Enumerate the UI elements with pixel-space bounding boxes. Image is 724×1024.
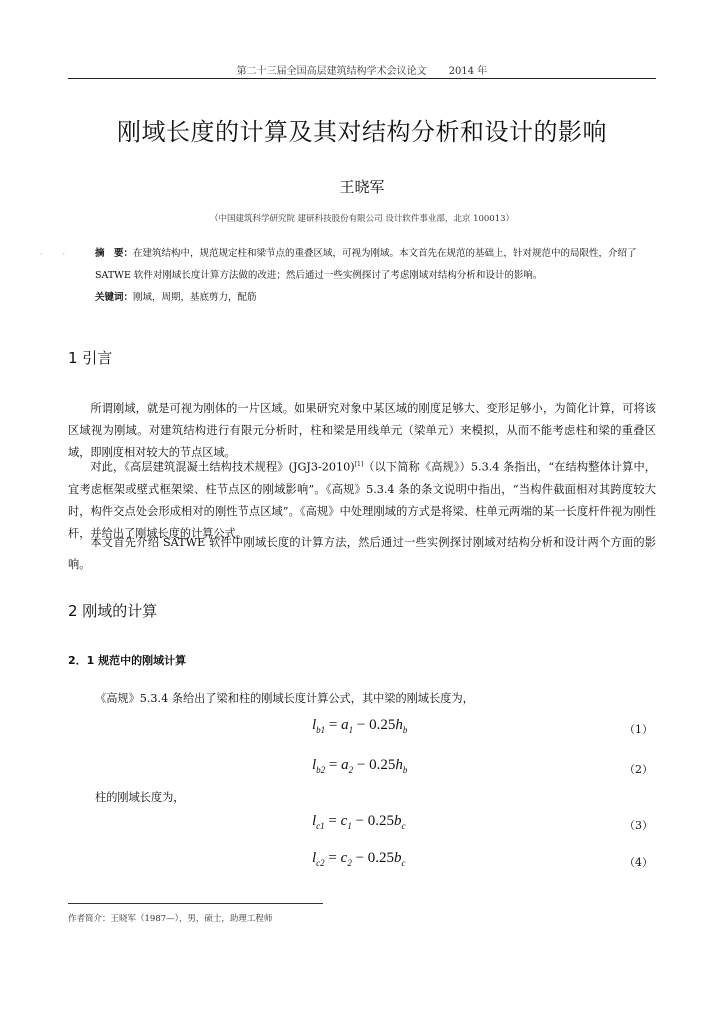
para-2-start: 对此，《高层建筑混凝土结构技术规程》(JGJ3-2010) bbox=[90, 460, 355, 474]
subsection-2-1-intro: 《高规》5.3.4 条给出了梁和柱的刚域长度计算公式，其中梁的刚域长度为， bbox=[95, 692, 474, 705]
abstract-block bbox=[95, 243, 655, 309]
citation-ref: [1] bbox=[354, 461, 364, 468]
section-1-paragraph-1: 所谓刚域，就是可视为刚体的一片区域。如果研究对象中某区域的刚度足够大、变形足够小，为简化计算，可将该区域视为刚域。对建筑结构进行有限元分析时，柱和梁是用线单元（梁单元）来模拟，从而不能考虑柱和梁的重叠区域，即刚度相对较大的节点区域。 bbox=[68, 402, 656, 459]
equation-4: $l_{c2} = c_2 - 0.25b_c$ bbox=[312, 850, 406, 868]
footnote-rule bbox=[68, 903, 323, 904]
keywords-text: 刚域，周期，基底剪力，配筋 bbox=[133, 292, 257, 303]
margin-marks: ·· bbox=[40, 250, 86, 259]
running-header bbox=[68, 62, 656, 78]
abstract-text: 在建筑结构中，规范规定柱和梁节点的重叠区域，可视为刚域。本文首先在规范的基础上，针对规范中的局限性，介绍了 SATWE 软件对刚域长度计算方法做的改进；然后通过一些实例探讨了考虑刚域对结构分析和设计的影响。 bbox=[95, 248, 637, 281]
section-2-heading: 2 刚域的计算 bbox=[68, 602, 158, 620]
section-1-heading: 1 引言 bbox=[68, 349, 113, 367]
conference-name: 第二十三届全国高层建筑结构学术会议论文 bbox=[236, 66, 427, 77]
subsection-2-1-heading: 2．1 规范中的刚域计算 bbox=[68, 654, 187, 667]
para-2-rest: （以下简称《高规》）5.3.4 条指出，“在结构整体计算中，宜考虑框架或壁式框架梁、柱节点区的刚域影响”。《高规》5.3.4 条的条文说明中指出，“当构件截面相对其跨度较大时，构件交点处会形成相对的刚性节点区域”。《高规》中处理刚域的方式是将梁、柱单元两端的某一长度杆件视为刚性杆，并给出了刚域长度的计算公式。 bbox=[68, 460, 656, 540]
equation-number-2: （2） bbox=[624, 763, 653, 776]
equation-number-3: （3） bbox=[624, 819, 653, 832]
section-1-paragraph-3: 本文首先介绍 SATWE 软件中刚域长度的计算方法，然后通过一些实例探讨刚域对结构分析和设计两个方面的影响。 bbox=[68, 536, 656, 571]
equation-number-1: （1） bbox=[624, 723, 653, 736]
equation-number-4: （4） bbox=[624, 856, 653, 869]
paper-title: 刚域长度的计算及其对结构分析和设计的影响 bbox=[117, 118, 607, 146]
conference-year: 2014 年 bbox=[448, 66, 488, 77]
abstract-label: 摘 要： bbox=[95, 248, 134, 259]
author-footnote: 作者简介：王晓军（1987—），男，硕士，助理工程师 bbox=[68, 914, 273, 924]
author-name: 王晓军 bbox=[339, 178, 385, 196]
column-intro: 柱的刚域长度为， bbox=[95, 791, 185, 804]
equation-1: $l_{b1} = a_1 - 0.25h_b$ bbox=[312, 717, 408, 735]
header-rule bbox=[68, 78, 656, 79]
affiliation: （中国建筑科学研究院 建研科技股份有限公司 设计软件事业部，北京 100013） bbox=[209, 214, 515, 224]
keywords-label: 关键词： bbox=[95, 292, 134, 303]
equation-2: $l_{b2} = a_2 - 0.25h_b$ bbox=[312, 757, 408, 775]
equation-3: $l_{c1} = c_1 - 0.25b_c$ bbox=[312, 813, 406, 831]
